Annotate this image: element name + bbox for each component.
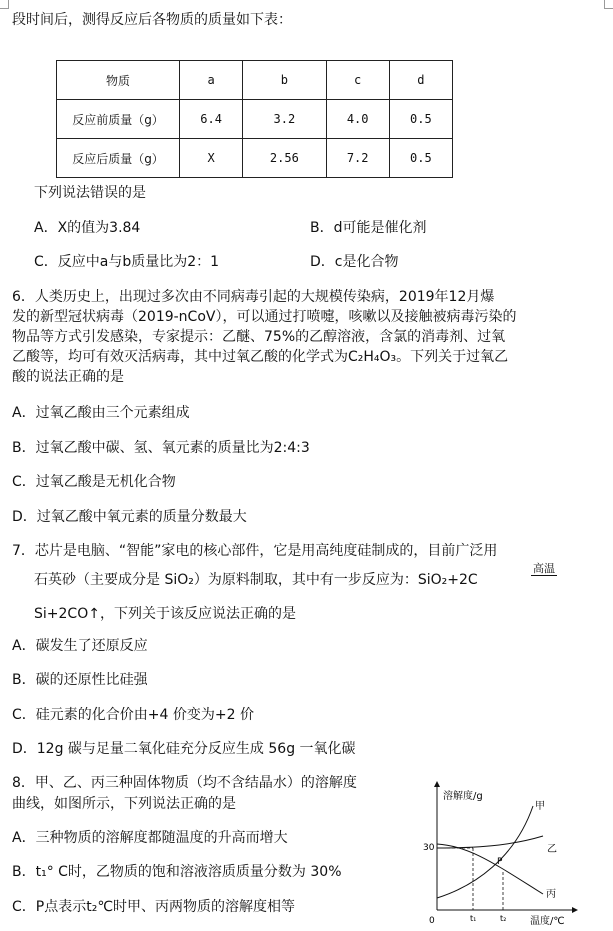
x-tick-t2: t₂: [500, 914, 507, 923]
table-cell: 2.56: [243, 139, 326, 178]
q8-option-c: C．P点表示t₂℃时甲、丙两物质的溶解度相等: [12, 899, 296, 915]
q8-line-2: 曲线，如图所示，下列说法正确的是: [12, 796, 236, 812]
mass-table: [56, 60, 453, 178]
q6-option-b: B．过氧乙酸中碳、氢、氧元素的质量比为2:4:3: [12, 440, 310, 456]
q7-line-2: 石英砂（主要成分是 SiO₂）为原料制取，其中有一步反应为：SiO₂+2C: [34, 572, 478, 588]
q7-option-a: A．碳发生了还原反应: [12, 638, 148, 654]
label-jia: 甲: [535, 801, 545, 812]
table-cell: 7.2: [326, 139, 389, 178]
q7-option-d: D．12g 碳与足量二氧化硅充分反应生成 56g 一氧化碳: [12, 741, 356, 757]
y-tick-30: 30: [423, 843, 435, 853]
table-header-cell: 物质: [57, 61, 180, 100]
table-cell: 0.5: [389, 100, 452, 139]
q7-option-b: B．碳的还原性比硅强: [12, 672, 148, 688]
q5-option-a: A．X的值为3.84: [34, 220, 141, 236]
x-tick-t1: t₁: [470, 914, 477, 923]
q5-option-c: C．反应中a与b质量比为2：1: [34, 254, 220, 270]
table-cell: X: [180, 139, 243, 178]
q8-line-1: 8．甲、乙、丙三种固体物质（均不含结晶水）的溶解度: [12, 775, 357, 791]
origin-label: 0: [429, 916, 435, 926]
label-yi: 乙: [547, 844, 557, 855]
table-cell: 反应后质量（g）: [57, 139, 180, 178]
curve-jia: [437, 806, 533, 898]
table-cell: 4.0: [326, 100, 389, 139]
q6-line-3: 物品等方式引发感染，专家提示：乙醚、75%的乙醇溶液，含氯的消毒剂、过氧: [12, 329, 506, 345]
q6-option-a: A．过氧乙酸由三个元素组成: [12, 405, 190, 421]
q5-option-b: B．d可能是催化剂: [310, 220, 427, 236]
q8-option-b: B．t₁° C时，乙物质的饱和溶液溶质质量分数为 30%: [12, 864, 342, 880]
q6-line-5: 酸的说法正确的是: [12, 369, 124, 385]
q6-line-1: 6．人类历史上，出现过多次由不同病毒引起的大规模传染病，2019年12月爆: [12, 289, 495, 305]
q5-option-d: D．c是化合物: [310, 254, 399, 270]
crop-mark-top-left: [0, 0, 9, 9]
q6-option-c: C．过氧乙酸是无机化合物: [12, 474, 176, 490]
table-row: [57, 100, 453, 139]
y-axis-label: 溶解度/g: [443, 791, 483, 802]
table-row: [57, 139, 453, 178]
table-header-cell: a: [180, 61, 243, 100]
table-cell: 6.4: [180, 100, 243, 139]
table-header-cell: d: [389, 61, 452, 100]
q5-prompt: 下列说法错误的是: [34, 185, 146, 201]
table-cell: 0.5: [389, 139, 452, 178]
table-cell: 3.2: [243, 100, 326, 139]
solubility-chart: [415, 776, 605, 928]
intro-text: 段时间后，测得反应后各物质的质量如下表：: [12, 12, 292, 28]
q8-option-a: A．三种物质的溶解度都随温度的升高而增大: [12, 830, 288, 846]
table-cell: 反应前质量（g）: [57, 100, 180, 139]
reaction-condition: 高温: [533, 562, 555, 575]
table-header-cell: b: [243, 61, 326, 100]
q6-line-2: 发的新型冠状病毒（2019-nCoV），可以通过打喷嚏，咳嗽以及接触被病毒污染的: [12, 309, 517, 325]
q6-line-4: 乙酸等，均可有效灭活病毒，其中过氧乙酸的化学式为C₂H₄O₃。下列关于过氧乙: [12, 349, 509, 365]
crop-mark-top-right: [604, 0, 613, 9]
table-header-row: [57, 61, 453, 100]
table-header-cell: c: [326, 61, 389, 100]
q7-option-c: C．硅元素的化合价由+4 价变为+2 价: [12, 707, 254, 723]
point-p-label: P: [497, 857, 503, 867]
x-axis-label: 温度/℃: [530, 916, 565, 927]
q7-line-1: 7．芯片是电脑、“智能”家电的核心部件，它是用高纯度硅制成的，目前广泛用: [12, 543, 498, 559]
label-bing: 丙: [546, 889, 556, 900]
q6-option-d: D．过氧乙酸中氧元素的质量分数最大: [12, 509, 247, 525]
q7-line-3: Si+2CO↑，下列关于该反应说法正确的是: [34, 606, 296, 622]
